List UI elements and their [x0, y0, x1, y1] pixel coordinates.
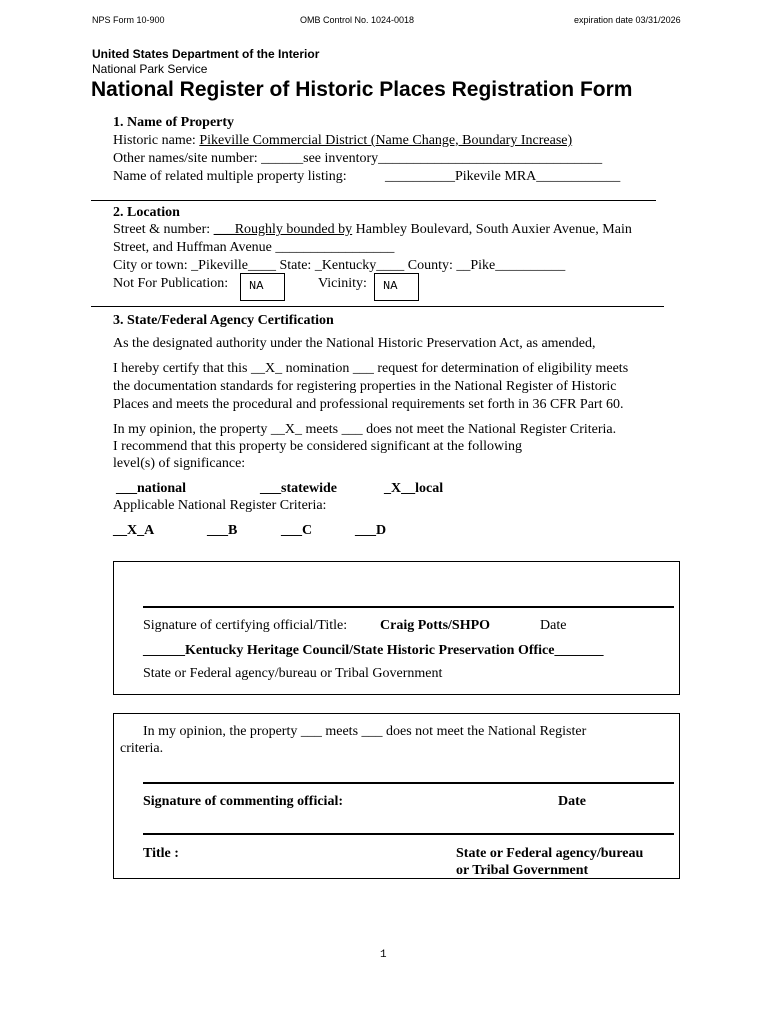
certifying-agency: ______Kentucky Heritage Council/State Historic Preservation Office_______	[143, 643, 604, 658]
criterion-a: __X_A	[113, 523, 155, 538]
opinion-line-3: level(s) of significance:	[113, 456, 246, 471]
street-value-rest: Hambley Boulevard, South Auxier Avenue, Main	[352, 222, 632, 237]
commenting-signature-label: Signature of commenting official:	[143, 794, 343, 809]
section-3-heading: 3. State/Federal Agency Certification	[113, 313, 334, 328]
historic-name-value: Pikeville Commercial District (Name Change, Boundary Increase)	[199, 133, 573, 148]
opinion-line-1: In my opinion, the property __X_ meets ___ does not meet the National Register Criteria.	[113, 422, 617, 437]
comment-opinion-line-1: In my opinion, the property ___ meets ___ does not meet the National Register	[143, 724, 587, 739]
vicinity-field[interactable]: NA	[374, 273, 419, 301]
certify-line-2: the documentation standards for registering properties in the National Register of Historic	[113, 379, 617, 394]
section-divider	[91, 306, 664, 307]
criteria-label: Applicable National Register Criteria:	[113, 498, 327, 513]
criterion-d: ___D	[355, 523, 387, 538]
vicinity-label: Vicinity:	[318, 276, 367, 291]
other-names-row	[113, 150, 602, 167]
omb-control-number: OMB Control No. 1024-0018	[300, 15, 415, 25]
expiration-date: expiration date 03/31/2026	[574, 15, 681, 25]
section-2-heading: 2. Location	[113, 205, 180, 220]
related-listing-row	[113, 168, 347, 185]
title-line	[143, 833, 674, 835]
section-1-heading: 1. Name of Property	[113, 115, 235, 130]
signature-line	[143, 606, 674, 608]
historic-name-row	[113, 132, 572, 149]
opinion-line-2: I recommend that this property be considered significant at the following	[113, 439, 522, 454]
other-names-label: Other names/site number:	[113, 151, 262, 166]
publication-label: Not For Publication:	[113, 276, 229, 291]
city-state-county-row: City or town: _Pikeville____ State: _Kentucky____ County: __Pike__________	[113, 258, 566, 273]
commenting-agency-line-2: or Tribal Government	[456, 863, 589, 878]
related-listing-label: Name of related multiple property listing:	[113, 169, 347, 184]
commenting-date-label: Date	[558, 794, 586, 809]
street-row	[113, 221, 632, 238]
authority-statement: As the designated authority under the National Historic Preservation Act, as amended,	[113, 336, 596, 351]
service-name: National Park Service	[92, 62, 208, 76]
certifying-official-name: Craig Potts/SHPO	[380, 618, 491, 633]
street-label: Street & number:	[113, 222, 214, 237]
other-names-value: ______see inventory________________________________	[261, 151, 603, 166]
page-number: 1	[380, 949, 387, 961]
level-national: ___national	[116, 481, 187, 496]
level-local: _X__local	[384, 481, 444, 496]
criterion-b: ___B	[207, 523, 238, 538]
criterion-c: ___C	[281, 523, 313, 538]
section-divider	[91, 200, 656, 201]
certifying-signature-label: Signature of certifying official/Title:	[143, 618, 348, 633]
street-value-underlined: ___Roughly bounded by	[213, 222, 353, 237]
comment-opinion-line-2: criteria.	[120, 741, 164, 756]
level-statewide: ___statewide	[260, 481, 337, 496]
department-name: United States Department of the Interior	[92, 47, 320, 61]
publication-field[interactable]: NA	[240, 273, 285, 301]
historic-name-label: Historic name:	[113, 133, 200, 148]
certifying-agency-caption: State or Federal agency/bureau or Tribal Government	[143, 666, 443, 681]
certifying-date-label: Date	[540, 618, 567, 633]
street-row-2: Street, and Huffman Avenue _________________	[113, 240, 395, 255]
form-number: NPS Form 10-900	[92, 15, 165, 25]
related-listing-value: __________Pikevile MRA____________	[385, 169, 621, 184]
page-title: National Register of Historic Places Registration Form	[91, 78, 633, 101]
certify-line-1: I hereby certify that this __X_ nomination ___ request for determination of eligibility meets	[113, 361, 629, 376]
commenting-title-label: Title :	[143, 846, 179, 861]
signature-line	[143, 782, 674, 784]
commenting-box	[113, 713, 680, 879]
certify-line-3: Places and meets the procedural and professional requirements set forth in 36 CFR Part 60.	[113, 397, 624, 412]
certification-box	[113, 561, 680, 695]
commenting-agency-line-1: State or Federal agency/bureau	[456, 846, 644, 861]
